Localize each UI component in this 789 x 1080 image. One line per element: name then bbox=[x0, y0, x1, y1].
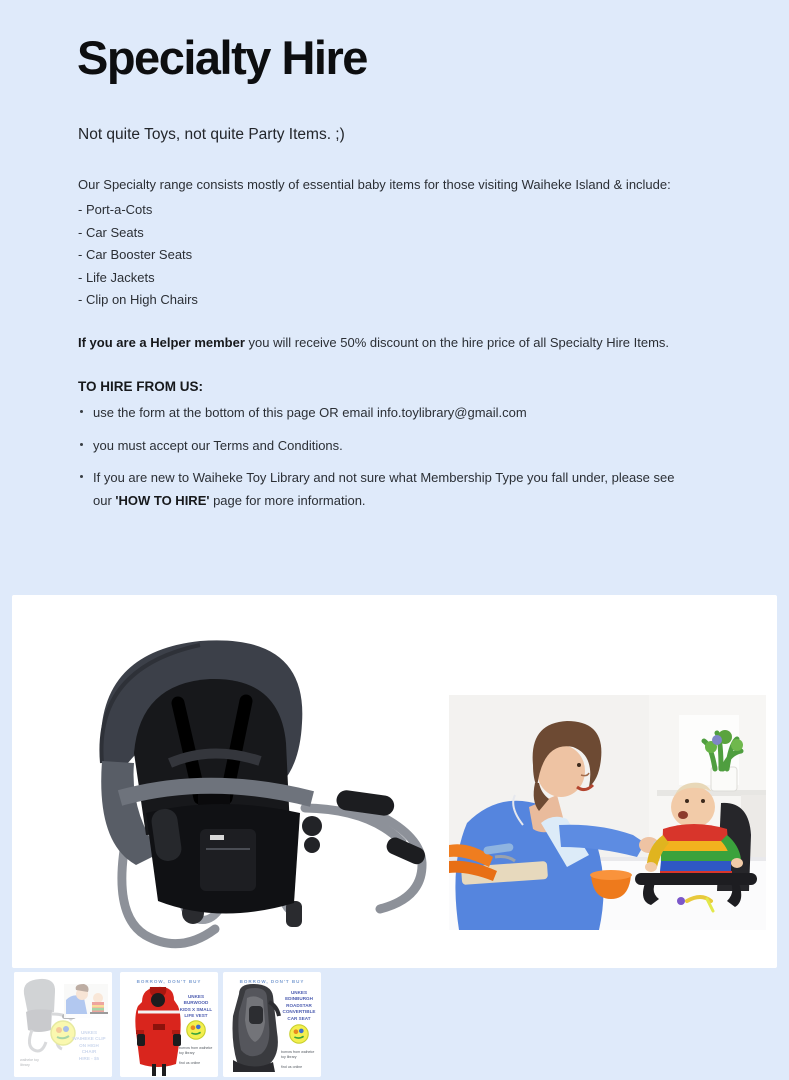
thumbnail-caption: UNKES BURWOOD KIDS X SMALL LIFE VEST bbox=[179, 994, 213, 1019]
thumbnail-footnote: borrow from waiheke toy library find us online bbox=[179, 1046, 213, 1065]
thumbnail-header: BORROW, DON'T BUY bbox=[136, 979, 202, 984]
list-item-highchairs: - Clip on High Chairs bbox=[78, 292, 198, 307]
hire-instructions bbox=[80, 401, 692, 522]
page-title: Specialty Hire bbox=[77, 31, 367, 84]
bullet-how-to-hire: If you are new to Waiheke Toy Library and not sure what Membership Type you fall under, please see our 'HOW TO HIRE' page for more information. bbox=[80, 466, 692, 512]
helper-note-bold: If you are a Helper member bbox=[78, 335, 245, 350]
how-to-hire-link[interactable]: 'HOW TO HIRE' bbox=[115, 493, 210, 508]
bullet-terms: you must accept our Terms and Conditions. bbox=[80, 434, 692, 457]
thumbnail-lifevest[interactable] bbox=[120, 972, 218, 1077]
helper-note-rest: you will receive 50% discount on the hire price of all Specialty Hire Items. bbox=[244, 335, 670, 350]
toy-library-logo bbox=[186, 1020, 206, 1040]
selected-overlay bbox=[14, 972, 112, 1077]
list-item-carseats: - Car Seats bbox=[78, 224, 144, 240]
highchair-product-image[interactable] bbox=[50, 613, 450, 958]
bullet-form-email: use the form at the bottom of this page OR email info.toylibrary@gmail.com bbox=[80, 401, 692, 424]
specialty-list bbox=[78, 199, 198, 312]
list-item-boosterseats: - Car Booster Seats bbox=[78, 247, 193, 262]
page-subtitle: Not quite Toys, not quite Party Items. ;) bbox=[78, 126, 345, 143]
list-item-portacots: - Port-a-Cots bbox=[78, 202, 153, 217]
thumbnail-highchair-collage[interactable] bbox=[14, 972, 112, 1077]
intro-text: Our Specialty range consists mostly of essential baby items for those visiting Waiheke Island & include: bbox=[78, 177, 671, 192]
helper-note bbox=[78, 335, 669, 350]
hire-heading: TO HIRE FROM US: bbox=[78, 379, 204, 394]
toy-library-logo bbox=[289, 1024, 309, 1044]
feeding-baby-photo[interactable] bbox=[449, 695, 766, 930]
thumbnail-footnote: borrow from waiheke toy library find us online bbox=[281, 1050, 315, 1069]
thumbnail-caption: UNKES EDINBURGH ROADSTAR CONVERTIBLE CAR SEAT bbox=[282, 990, 316, 1021]
thumbnail-header: BORROW, DON'T BUY bbox=[239, 979, 305, 984]
gallery-main-panel bbox=[12, 595, 777, 968]
thumbnail-carseat[interactable] bbox=[223, 972, 321, 1077]
list-item-lifejackets: - Life Jackets bbox=[78, 269, 155, 285]
